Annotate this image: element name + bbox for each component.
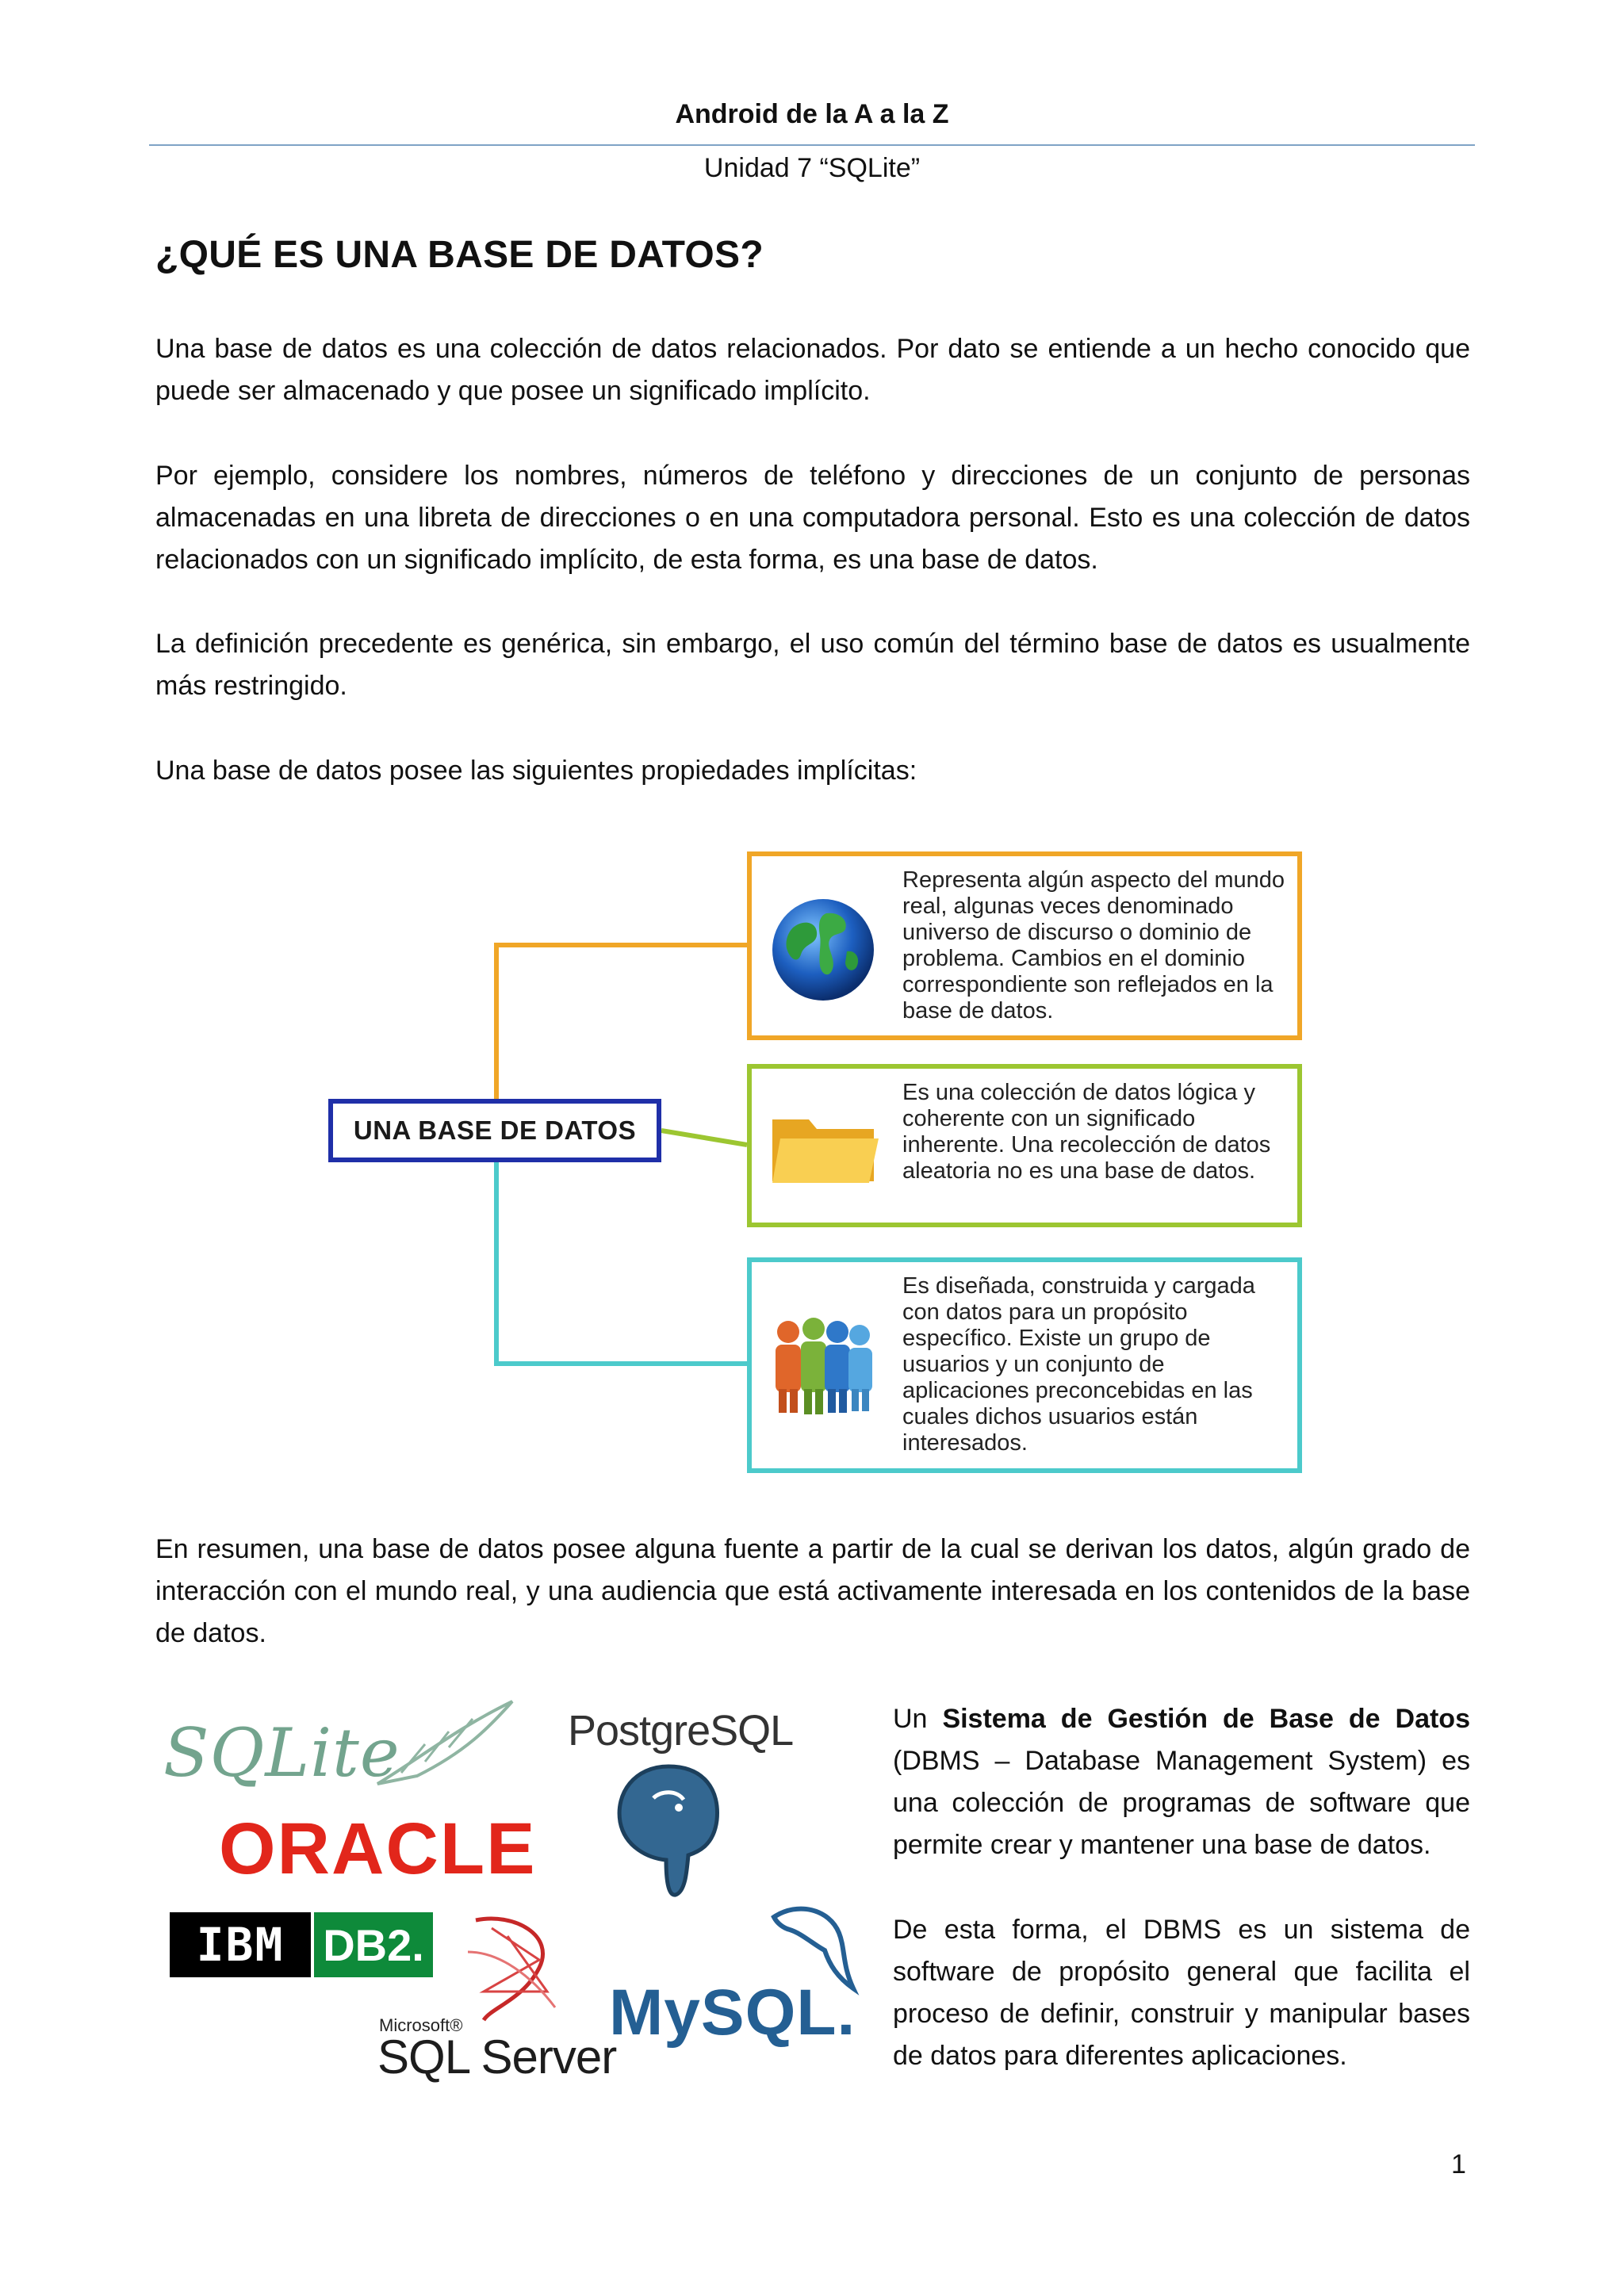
header-title: Android de la A a la Z (675, 99, 949, 129)
diagram-root: UNA BASE DE DATOS (328, 1099, 661, 1162)
page-heading: ¿QUÉ ES UNA BASE DE DATOS? (155, 234, 764, 276)
oracle-logo: ORACLE (219, 1808, 537, 1889)
microsoft-label: Microsoft® (379, 2015, 463, 2035)
paragraph-dbms-definition (893, 1698, 1470, 1866)
mysql-logo: MySQL. (609, 1976, 856, 2049)
paragraph-dbms-purpose: De esta forma, el DBMS es un sistema de software de propósito general que facilita el proceso de definir, construir y manipular bases de datos para diferentes aplicaciones. (893, 1915, 1470, 2071)
sqlserver-logo: SQL Server (377, 2030, 617, 2084)
sqlserver-icon (460, 1904, 571, 2023)
feather-icon (370, 1697, 520, 1792)
dbms-logos-collage (155, 1697, 869, 2093)
ibm-logo: IBM (170, 1912, 311, 1977)
property-text-3: Es diseñada, construida y cargada con datos para un propósito específico. Existe un grupo de usuarios y un conjunto de aplicaciones preconcebidas en las cuales dichos usuarios están interesados. (902, 1273, 1255, 1456)
header-subtitle: Unidad 7 “SQLite” (703, 153, 921, 183)
paragraph-properties-intro: Una base de datos posee las siguientes propiedades implícitas: (155, 756, 917, 786)
people-icon (769, 1314, 877, 1418)
header-divider (149, 144, 1475, 146)
globe-icon (769, 896, 877, 1004)
property-text-2: Es una colección de datos lógica y coherente con un significado inherente. Una recolección de datos aleatoria no es una base de datos. (902, 1080, 1271, 1184)
property-card-3 (747, 1257, 1302, 1473)
dbms-prefix: Un (893, 1704, 943, 1734)
sqlite-logo: SQLite (163, 1714, 400, 1792)
paragraph-example: Por ejemplo, considere los nombres, números de teléfono y direcciones de un conjunto de personas almacenadas en una libreta de direcciones o en una computadora personal. Esto es una colección de datos relacionados con un significado implícito, de esta forma, es una base de datos. (155, 461, 1470, 575)
connector-card3 (496, 1162, 747, 1364)
property-card-2 (747, 1064, 1302, 1227)
connector-card1 (496, 945, 747, 1099)
property-card-1 (747, 851, 1302, 1040)
folder-icon (769, 1108, 880, 1188)
db2-logo: DB2. (314, 1912, 433, 1977)
elephant-icon (609, 1758, 728, 1901)
connector-card2 (661, 1131, 747, 1145)
paragraph-generic: La definición precedente es genérica, sin embargo, el uso común del término base de datos es usualmente más restringido. (155, 629, 1470, 701)
properties-diagram (317, 840, 1316, 1483)
paragraph-definition: Una base de datos es una colección de datos relacionados. Por dato se entiende a un hecho conocido que puede ser almacenado y que posee un significado implícito. (155, 334, 1470, 406)
property-text-1: Representa algún aspecto del mundo real, algunas veces denominado universo de discurso o dominio de problema. Cambios en el dominio correspondiente son reflejados en la base de datos. (902, 867, 1285, 1024)
postgresql-logo: PostgreSQL (568, 1707, 794, 1755)
paragraph-summary: En resumen, una base de datos posee alguna fuente a partir de la cual se derivan los datos, algún grado de interacción con el mundo real, y una audiencia que está activamente interesada en los contenidos de la base de datos. (155, 1534, 1470, 1648)
dbms-rest: (DBMS – Database Management System) es una colección de programas de software que permite crear y mantener una base de datos. (893, 1746, 1470, 1860)
page-number: 1 (1451, 2149, 1466, 2179)
dbms-term: Sistema de Gestión de Base de Datos (942, 1704, 1470, 1734)
